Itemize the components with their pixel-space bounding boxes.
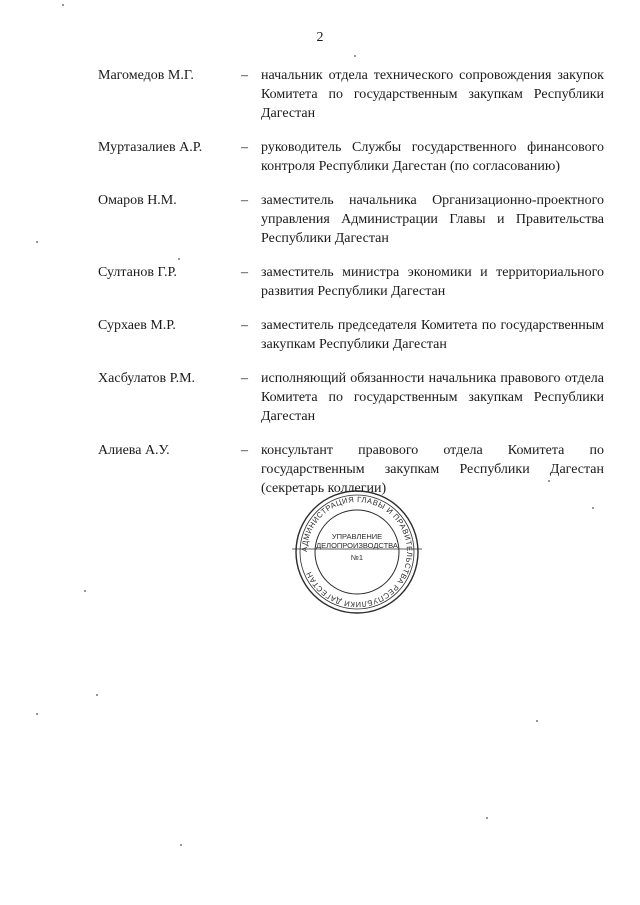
member-name: Хасбулатов Р.М. (98, 371, 196, 386)
scan-speck (96, 694, 98, 696)
member-role: исполняющий обязанности начальника правового отдела Комитета по государственным закупкам Республики Дагестан (261, 371, 604, 424)
member-row (98, 263, 604, 301)
stamp-line-2: ДЕЛОПРОИЗВОДСТВА (316, 541, 398, 550)
scan-speck (178, 258, 180, 260)
stamp-line-3: №1 (350, 553, 364, 562)
member-name: Омаров Н.М. (98, 193, 177, 208)
member-name: Султанов Г.Р. (98, 265, 178, 280)
member-role: заместитель председателя Комитета по государственным закупкам Республики Дагестан (261, 318, 604, 352)
member-dash: – (241, 140, 248, 155)
member-dash: – (241, 193, 248, 208)
stamp-inner-ring (315, 510, 399, 594)
scan-speck (36, 713, 38, 715)
member-name: Магомедов М.Г. (98, 68, 194, 83)
official-stamp (292, 487, 422, 617)
member-dash: – (241, 371, 248, 386)
member-dash: – (241, 443, 248, 458)
scan-speck (354, 55, 356, 57)
member-role: заместитель начальника Организационно-проектного управления Администрации Главы и Правительства Республики Дагестан (261, 193, 604, 246)
scan-speck (84, 590, 86, 592)
member-role: руководитель Службы государственного финансового контроля Республики Дагестан (по согласованию) (261, 140, 604, 174)
scan-speck (592, 507, 594, 509)
stamp-outer-ring (296, 491, 418, 613)
member-row (98, 66, 604, 123)
member-list (98, 66, 604, 513)
member-name: Сурхаев М.Р. (98, 318, 176, 333)
member-name: Алиева А.У. (98, 443, 170, 458)
member-dash: – (241, 68, 248, 83)
member-role: консультант правового отдела Комитета по государственным закупкам Республики Дагестан (секретарь коллегии) (261, 443, 604, 496)
member-row (98, 369, 604, 426)
scan-speck (36, 241, 38, 243)
stamp-line-1: УПРАВЛЕНИЕ (331, 532, 383, 541)
member-row (98, 316, 604, 354)
scan-speck (62, 4, 64, 6)
stamp-ring-text: АДМИНИСТРАЦИЯ ГЛАВЫ И ПРАВИТЕЛЬСТВА РЕСПУБЛИКИ ДАГЕСТАН (299, 494, 415, 610)
scan-speck (486, 817, 488, 819)
member-name: Муртазалиев А.Р. (98, 140, 203, 155)
member-role: заместитель министра экономики и территориального развития Республики Дагестан (261, 265, 604, 299)
member-role: начальник отдела технического сопровождения закупок Комитета по государственным закупкам Республики Дагестан (261, 68, 604, 121)
scan-speck (548, 480, 550, 482)
member-dash: – (241, 265, 248, 280)
member-row (98, 138, 604, 176)
member-dash: – (241, 318, 248, 333)
page-number: 2 (316, 30, 324, 45)
scan-speck (536, 720, 538, 722)
scan-speck (180, 844, 182, 846)
member-row (98, 191, 604, 248)
